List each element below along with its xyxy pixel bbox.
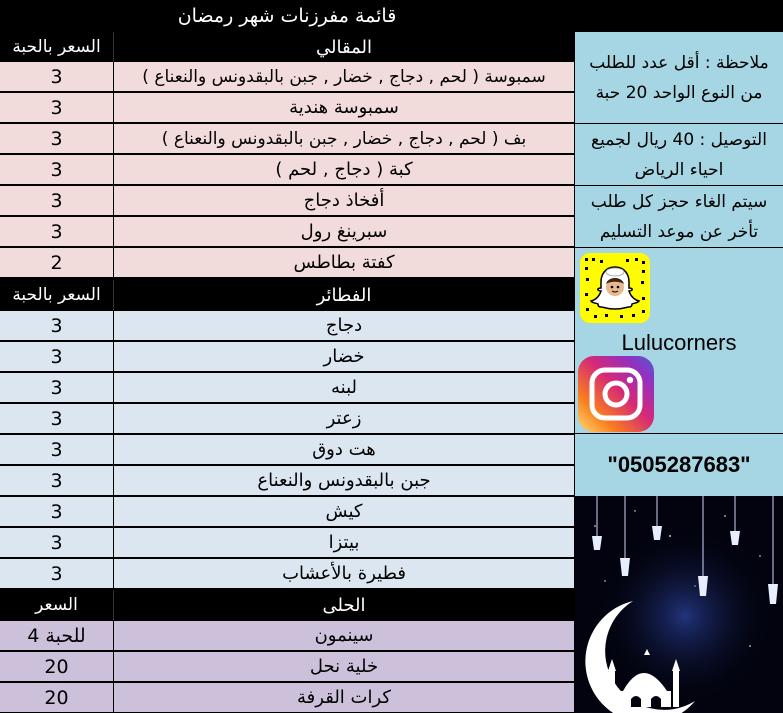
item-price: 20 — [0, 683, 114, 712]
menu-item-row — [0, 93, 574, 123]
item-price: 3 — [0, 528, 114, 557]
item-price: 3 — [0, 62, 114, 91]
item-name: بيتزا — [328, 532, 360, 553]
menu-item-row — [0, 683, 574, 713]
price-column-header: السعر بالحبة — [0, 280, 114, 310]
delivery-note: التوصيل : 40 ريال لجميع احياء الرياض — [575, 124, 783, 186]
section-title: الفطائر — [316, 284, 372, 306]
price-column-header: السعر بالحبة — [0, 32, 114, 62]
section-header-pastries — [0, 280, 574, 310]
item-price: 3 — [0, 435, 114, 464]
item-name: دجاج — [325, 315, 363, 336]
instagram-icon — [578, 356, 654, 432]
social-panel — [575, 248, 783, 434]
item-price: 3 — [0, 217, 114, 246]
section-title: المقالي — [316, 36, 372, 58]
item-name: سينمون — [314, 625, 374, 646]
item-name: سمبوسة هندية — [289, 97, 399, 118]
item-price: 3 — [0, 155, 114, 184]
section-header-sweets — [0, 590, 574, 620]
item-price: 3 — [0, 342, 114, 371]
menu-item-row — [0, 155, 574, 185]
item-name: كيش — [325, 501, 363, 522]
item-name: جبن بالبقدونس والنعناع — [257, 470, 431, 491]
item-price: 20 — [0, 652, 114, 681]
item-price: 3 — [0, 404, 114, 433]
menu-item-row — [0, 466, 574, 496]
item-name: سمبوسة ( لحم , دجاج , خضار , جبن بالبقدونس والنعناع ) — [142, 66, 546, 87]
snapchat-icon — [580, 253, 650, 323]
phone-number: "0505287683" — [575, 434, 783, 496]
item-name: لبنه — [331, 377, 357, 398]
item-name: خضار — [323, 346, 365, 367]
menu-item-row — [0, 124, 574, 154]
menu-item-row — [0, 248, 574, 278]
item-name: هت دوق — [312, 439, 376, 460]
item-price: 3 — [0, 311, 114, 340]
menu-item-row — [0, 621, 574, 651]
item-name: فطيرة بالأعشاب — [282, 563, 406, 584]
section-title: الحلى — [322, 594, 366, 616]
menu-item-row — [0, 217, 574, 247]
menu-item-row — [0, 373, 574, 403]
section-header-fried — [0, 32, 574, 62]
item-price: 3 — [0, 466, 114, 495]
item-name: كرات القرفة — [297, 687, 391, 708]
menu-item-row — [0, 435, 574, 465]
menu-item-row — [0, 342, 574, 372]
menu-item-row — [0, 186, 574, 216]
menu-item-row — [0, 652, 574, 682]
item-price: 2 — [0, 248, 114, 277]
cancellation-note: سيتم الغاء حجز كل طلب تأخر عن موعد التسليم — [575, 186, 783, 248]
item-name: أفخاذ دجاج — [303, 190, 385, 211]
brand-name: Lulucorners — [621, 330, 737, 355]
item-price: 3 — [0, 186, 114, 215]
item-price: 3 — [0, 559, 114, 588]
note-min-order: ملاحظة : أقل عدد للطلب من النوع الواحد 20 حبة — [575, 32, 783, 124]
ramadan-night-image — [575, 496, 783, 713]
item-name: سبرينغ رول — [300, 221, 388, 242]
menu-item-row — [0, 404, 574, 434]
item-price: 3 — [0, 497, 114, 526]
item-name: بف ( لحم , دجاج , خضار , جبن بالبقدونس والنعناع ) — [161, 128, 527, 149]
price-column-header: السعر — [0, 590, 114, 620]
item-price: للحبة 4 — [0, 621, 114, 650]
item-price: 3 — [0, 93, 114, 122]
item-name: زعتر — [326, 408, 362, 429]
menu-title: قائمة مفرزنات شهر رمضان — [0, 0, 574, 32]
menu-item-row — [0, 528, 574, 558]
item-price: 3 — [0, 373, 114, 402]
menu-item-row — [0, 559, 574, 589]
item-name: خلية نحل — [309, 656, 379, 677]
item-price: 3 — [0, 124, 114, 153]
item-name: كبة ( دجاج , لحم ) — [275, 159, 413, 180]
menu-item-row — [0, 62, 574, 92]
item-name: كفتة بطاطس — [293, 252, 395, 273]
menu-item-row — [0, 497, 574, 527]
menu-item-row — [0, 311, 574, 341]
